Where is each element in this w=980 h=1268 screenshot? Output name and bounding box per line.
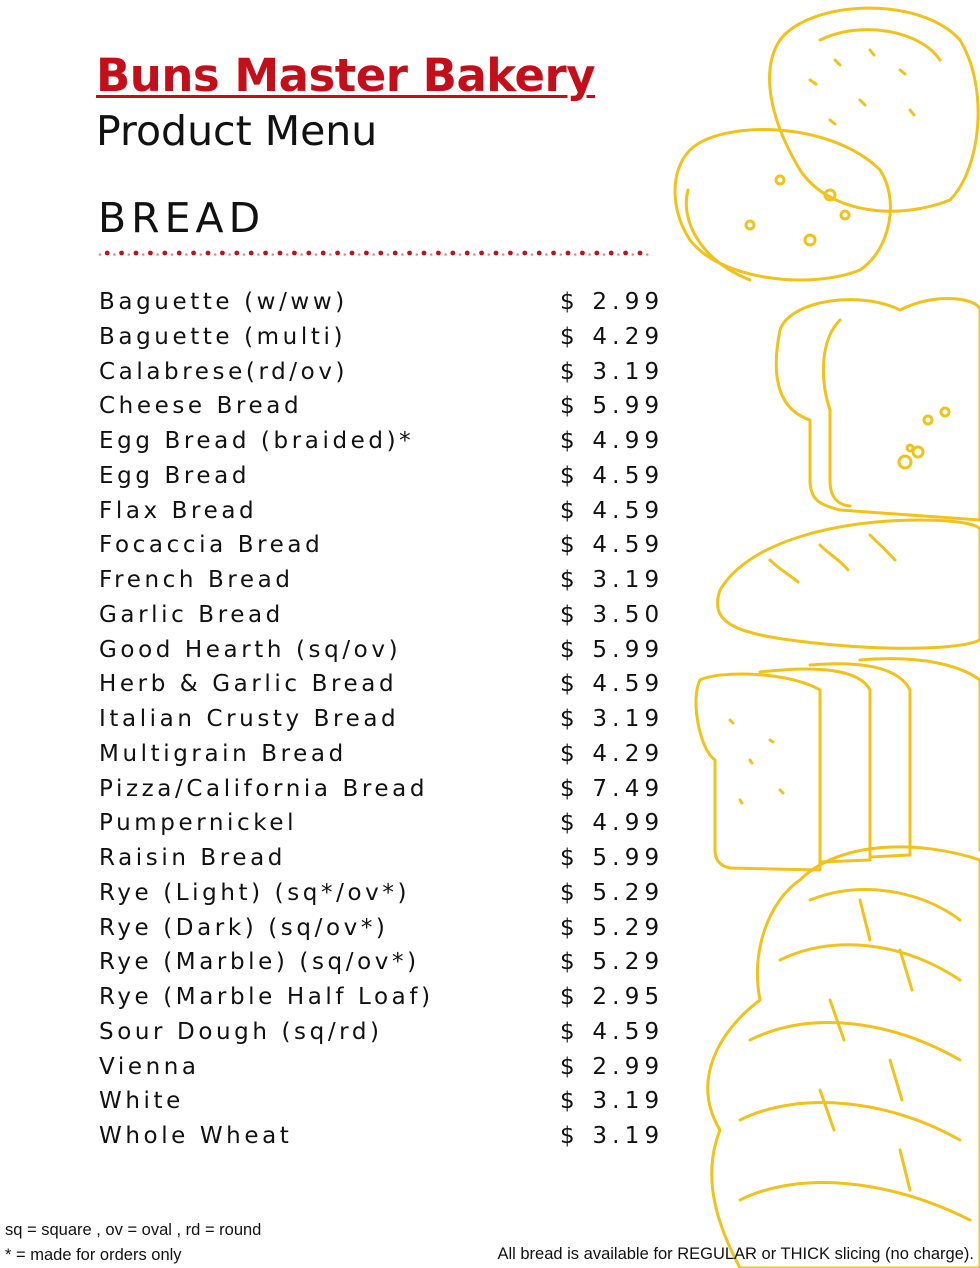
menu-item — [99, 1051, 665, 1086]
divider-dot — [638, 251, 643, 256]
divider-dot — [278, 251, 283, 256]
item-price: $ 2.95 — [560, 984, 665, 1010]
divider-dot — [243, 253, 246, 256]
divider-dot — [560, 253, 563, 256]
divider-dot — [580, 251, 585, 256]
item-price: $ 3.19 — [560, 1088, 665, 1115]
divider-dot — [574, 253, 577, 256]
menu-item — [99, 807, 665, 842]
divider-dot — [387, 253, 390, 256]
item-price: $ 2.99 — [560, 289, 665, 315]
divider-dot — [171, 253, 174, 256]
section-title: BREAD — [98, 194, 266, 242]
item-name: Calabrese(rd/ov) — [99, 358, 349, 385]
menu-item — [99, 390, 665, 425]
bakery-name: Buns Master Bakery — [96, 49, 596, 102]
divider-dot — [185, 253, 188, 256]
divider-dot — [459, 253, 462, 256]
item-name: Multigrain Bread — [99, 740, 347, 767]
divider-dot — [422, 251, 427, 256]
menu-item — [99, 356, 665, 391]
divider-dot — [531, 253, 534, 256]
divider-dot — [502, 253, 505, 256]
divider-dot — [214, 253, 217, 256]
menu-item — [99, 495, 665, 530]
divider-dot — [329, 253, 332, 256]
item-name: Herb & Garlic Bread — [99, 671, 398, 698]
item-price: $ 3.19 — [560, 1123, 665, 1149]
divider-dot — [99, 253, 102, 256]
divider-dot — [545, 253, 548, 256]
divider-dot — [436, 251, 441, 256]
divider-dot — [128, 253, 131, 256]
divider-dot — [465, 251, 470, 256]
item-price: $ 3.50 — [560, 601, 665, 628]
divider-dot — [416, 253, 419, 256]
item-price: $ 4.59 — [560, 532, 665, 559]
divider-dot — [479, 251, 484, 256]
item-name: Focaccia Bread — [99, 532, 324, 559]
menu-item — [99, 668, 665, 703]
divider-dot — [566, 251, 571, 256]
header — [96, 48, 595, 156]
divider-dot — [623, 251, 628, 256]
menu-item — [99, 321, 665, 356]
divider-dot — [364, 251, 369, 256]
divider-dot — [378, 251, 383, 256]
bread-illustration — [660, 0, 980, 1268]
item-name: White — [99, 1088, 184, 1115]
divider-dot — [372, 253, 375, 256]
menu-item — [99, 1085, 665, 1120]
abbreviation-legend — [5, 1218, 261, 1268]
menu-item — [99, 564, 665, 599]
dotted-divider — [96, 246, 654, 260]
item-price: $ 4.29 — [560, 323, 665, 350]
divider-dot — [350, 251, 355, 256]
divider-dot — [306, 251, 311, 256]
menu-item — [99, 703, 665, 738]
divider-dot — [335, 251, 340, 256]
legend-line: sq = square , ov = oval , rd = round — [5, 1221, 262, 1239]
menu-item — [99, 1120, 665, 1155]
divider-dot — [646, 253, 649, 256]
divider-dot — [603, 253, 606, 256]
divider-dot — [105, 251, 110, 256]
slicing-note: All bread is available for REGULAR or THICK slicing (no charge). — [497, 1245, 974, 1263]
item-price: $ 4.59 — [560, 671, 665, 698]
item-name: Flax Bread — [99, 497, 258, 524]
divider-dot — [191, 251, 196, 256]
divider-dot — [522, 251, 527, 256]
item-name: Good Hearth (sq/ov) — [99, 636, 402, 663]
menu-item — [99, 773, 665, 808]
menu-item — [99, 529, 665, 564]
menu-item — [99, 1016, 665, 1051]
divider-dot — [263, 251, 268, 256]
divider-dot — [401, 253, 404, 256]
item-name: French Bread — [99, 567, 294, 593]
bread-price-list — [99, 286, 665, 1155]
item-name: Sour Dough (sq/rd) — [99, 1018, 383, 1045]
divider-dot — [177, 251, 182, 256]
menu-item — [99, 460, 665, 495]
divider-dot — [516, 253, 519, 256]
menu-item — [99, 425, 665, 460]
divider-dot — [234, 251, 239, 256]
item-price: $ 4.59 — [560, 462, 665, 489]
divider-dot — [119, 251, 124, 256]
divider-dot — [588, 253, 591, 256]
divider-dot — [617, 253, 620, 256]
item-price: $ 4.59 — [560, 1018, 665, 1045]
divider-dot — [488, 253, 491, 256]
divider-dot — [249, 251, 254, 256]
item-price: $ 5.29 — [560, 879, 665, 906]
item-price: $ 7.49 — [560, 775, 665, 802]
divider-dot — [228, 253, 231, 256]
divider-dot — [113, 253, 116, 256]
divider-dot — [142, 253, 145, 256]
divider-dot — [407, 251, 412, 256]
divider-dot — [358, 253, 361, 256]
divider-dot — [134, 251, 139, 256]
divider-dot — [537, 251, 542, 256]
item-name: Garlic Bread — [99, 601, 284, 628]
menu-item — [99, 946, 665, 981]
menu-title: Product Menu — [96, 107, 378, 155]
item-name: Egg Bread (braided)* — [99, 428, 415, 454]
item-price: $ 4.99 — [560, 428, 665, 454]
item-price: $ 4.99 — [560, 810, 665, 837]
item-name: Rye (Marble) (sq/ov*) — [99, 949, 420, 976]
item-name: Rye (Marble Half Loaf) — [99, 984, 434, 1010]
item-price: $ 5.29 — [560, 914, 665, 941]
divider-dot — [344, 253, 347, 256]
item-name: Baguette (multi) — [99, 323, 347, 350]
divider-dot — [609, 251, 614, 256]
divider-dot — [156, 253, 159, 256]
item-name: Italian Crusty Bread — [99, 706, 400, 732]
divider-dot — [594, 251, 599, 256]
item-name: Egg Bread — [99, 462, 251, 489]
divider-dot — [148, 251, 153, 256]
divider-dot — [393, 251, 398, 256]
divider-dot — [473, 253, 476, 256]
item-price: $ 2.99 — [560, 1053, 665, 1080]
divider-dot — [450, 251, 455, 256]
item-price: $ 3.19 — [560, 706, 665, 732]
divider-dot — [286, 253, 289, 256]
divider-dot — [315, 253, 318, 256]
divider-dot — [632, 253, 635, 256]
divider-dot — [321, 251, 326, 256]
menu-item — [99, 912, 665, 947]
menu-item — [99, 599, 665, 634]
item-price: $ 3.19 — [560, 567, 665, 593]
item-price: $ 5.99 — [560, 845, 665, 871]
divider-dot — [292, 251, 297, 256]
menu-item — [99, 286, 665, 321]
divider-dot — [200, 253, 203, 256]
divider-dot — [206, 251, 211, 256]
divider-dot — [494, 251, 499, 256]
divider-dot — [272, 253, 275, 256]
item-price: $ 5.99 — [560, 636, 665, 663]
item-name: Whole Wheat — [99, 1123, 293, 1149]
item-price: $ 5.99 — [560, 393, 665, 420]
divider-dot — [444, 253, 447, 256]
divider-dot — [430, 253, 433, 256]
menu-item — [99, 842, 665, 877]
item-price: $ 4.29 — [560, 740, 665, 767]
item-name: Cheese Bread — [99, 393, 303, 420]
menu-item — [99, 634, 665, 669]
divider-dot — [257, 253, 260, 256]
divider-dot — [508, 251, 513, 256]
menu-item — [99, 877, 665, 912]
item-price: $ 5.29 — [560, 949, 665, 976]
menu-item — [99, 738, 665, 773]
item-price: $ 3.19 — [560, 358, 665, 385]
item-name: Rye (Light) (sq*/ov*) — [99, 879, 411, 906]
menu-item — [99, 981, 665, 1016]
item-name: Pumpernickel — [99, 810, 298, 837]
legend-line: * = made for orders only — [5, 1246, 182, 1264]
item-name: Raisin Bread — [99, 845, 286, 871]
divider-dot — [300, 253, 303, 256]
divider-dot — [551, 251, 556, 256]
item-price: $ 4.59 — [560, 497, 665, 524]
item-name: Pizza/California Bread — [99, 775, 429, 802]
item-name: Vienna — [99, 1053, 200, 1080]
divider-dot — [162, 251, 167, 256]
item-name: Rye (Dark) (sq/ov*) — [99, 914, 389, 941]
item-name: Baguette (w/ww) — [99, 289, 348, 315]
divider-dot — [220, 251, 225, 256]
